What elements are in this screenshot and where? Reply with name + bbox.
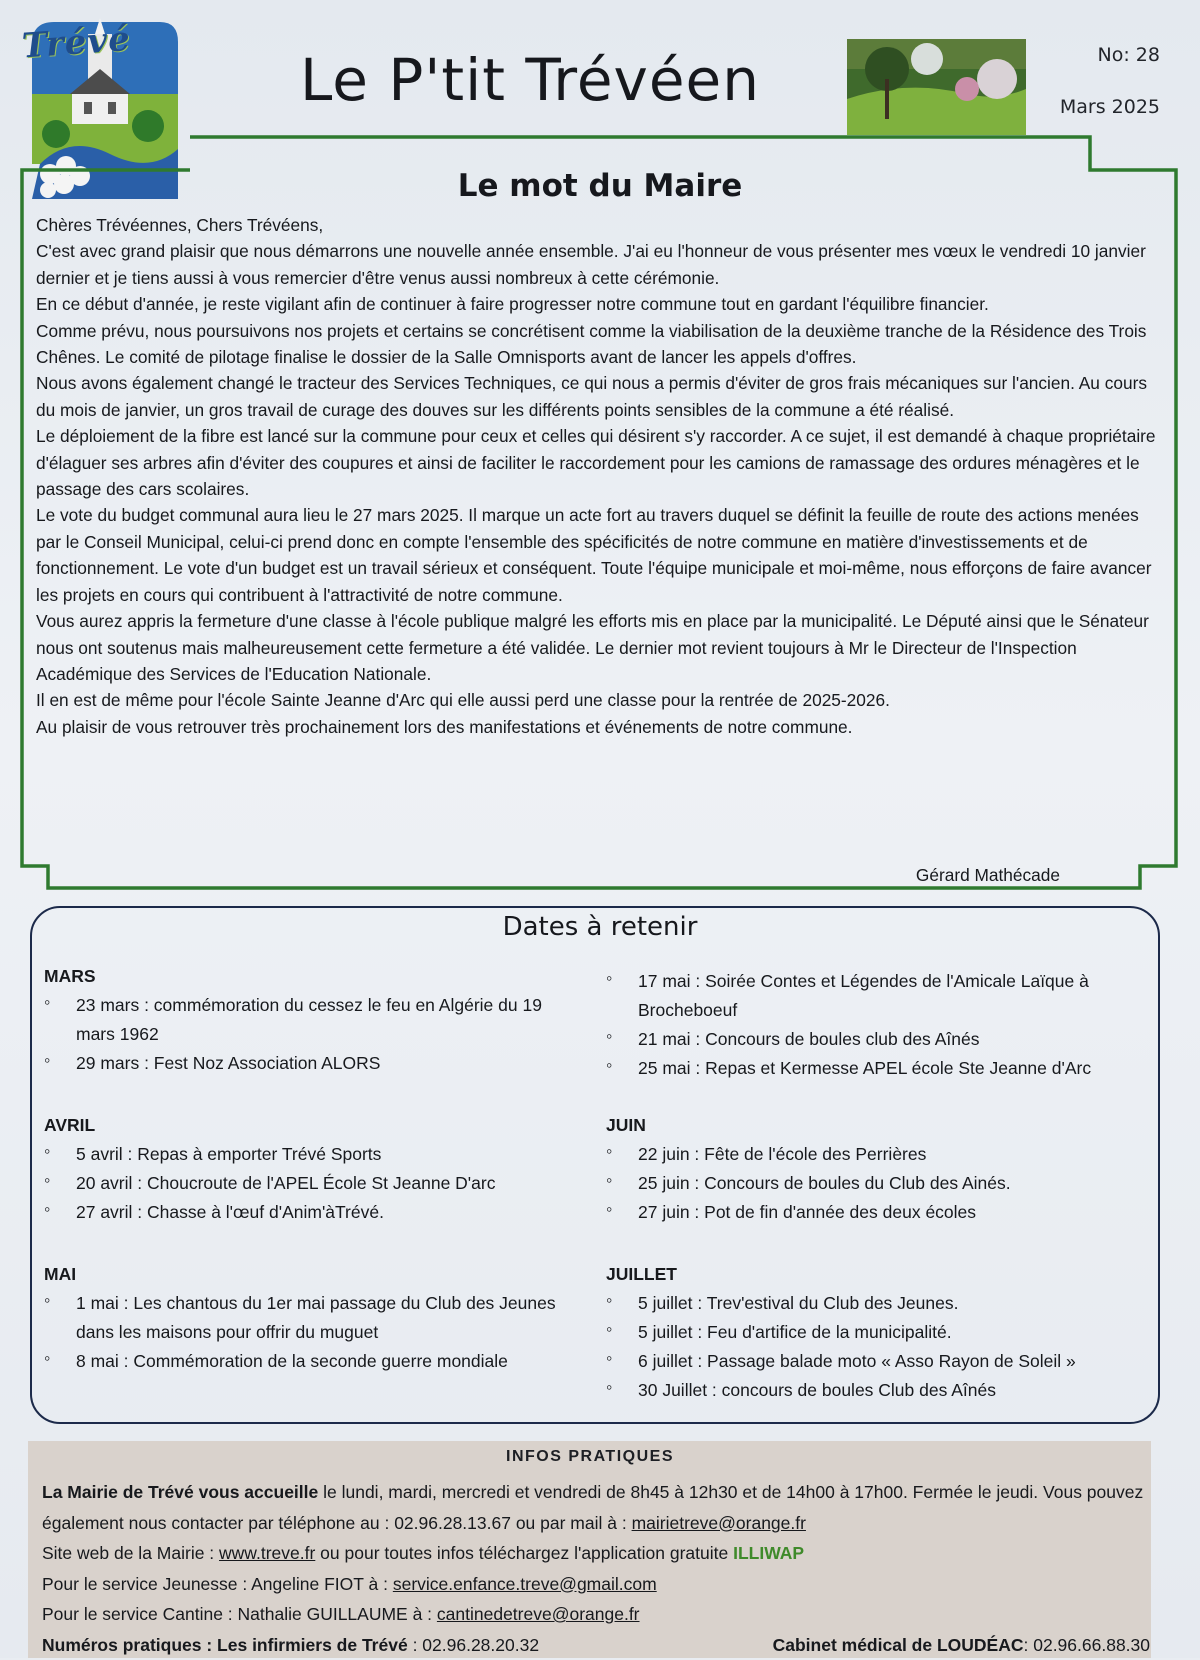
letter-paragraph: Le déploiement de la fibre est lancé sur la commune pour ceux et celles qui désirent s'y raccorder. A ce sujet, il est demandé à chaque propriétaire d'élaguer ses arbres afin d'éviter des coupures et ainsi de faciliter le raccordement pour les camions de ramassage des ordures ménagères et le passage des cars scolaires.	[36, 423, 1160, 502]
site-url-link[interactable]: www.treve.fr	[219, 1543, 315, 1563]
letter-paragraph: Il en est de même pour l'école Sainte Jeanne d'Arc qui elle aussi perd une classe pour la rentrée de 2025-2026.	[36, 687, 1160, 713]
event-item: ◦ 27 juin : Pot de fin d'année des deux écoles	[606, 1198, 1146, 1227]
month-label: MAI	[44, 1260, 584, 1289]
dates-month-avril	[44, 1111, 584, 1227]
event-item: ◦ 23 mars : commémoration du cessez le feu en Algérie du 19 mars 1962	[44, 991, 584, 1049]
event-item: ◦ 17 mai : Soirée Contes et Légendes de l'Amicale Laïque à Brocheboeuf	[606, 967, 1146, 1025]
letter-paragraph: En ce début d'année, je reste vigilant afin de continuer à faire progresser notre commune tout en gardant l'équilibre financier.	[36, 291, 1160, 317]
event-item: ◦ 21 mai : Concours de boules club des Aînés	[606, 1025, 1146, 1054]
numeros-line	[42, 1630, 1150, 1660]
mairie-email-link[interactable]: mairietreve@orange.fr	[632, 1513, 806, 1533]
event-item: ◦ 30 Juillet : concours de boules Club des Aînés	[606, 1376, 1146, 1405]
mairie-label: La Mairie de Trévé vous accueille	[42, 1482, 318, 1502]
month-label: JUIN	[606, 1111, 1146, 1140]
infirmiers-phone: : 02.96.28.20.32	[408, 1635, 539, 1655]
event-item: ◦ 1 mai : Les chantous du 1er mai passage du Club des Jeunes dans les maisons pour offrir du muguet	[44, 1289, 584, 1347]
event-item: ◦ 20 avril : Choucroute de l'APEL École St Jeanne D'arc	[44, 1169, 584, 1198]
dates-month-mai-suite	[606, 967, 1146, 1083]
issue-date: Mars 2025	[1020, 96, 1160, 118]
event-item: ◦ 25 mai : Repas et Kermesse APEL école Ste Jeanne d'Arc	[606, 1054, 1146, 1083]
mayor-signature: Gérard Mathécade	[820, 865, 1060, 886]
jeunesse-text: Pour le service Jeunesse : Angeline FIOT à :	[42, 1574, 393, 1594]
event-item: ◦ 5 juillet : Feu d'artifice de la municipalité.	[606, 1318, 1146, 1347]
event-item: ◦ 6 juillet : Passage balade moto « Asso Rayon de Soleil »	[606, 1347, 1146, 1376]
letter-paragraph: Au plaisir de vous retrouver très prochainement lors des manifestations et événements de notre commune.	[36, 714, 1160, 740]
letter-paragraph: Nous avons également changé le tracteur des Services Techniques, ce qui nous a permis d'éviter de gros frais mécaniques sur l'ancien. Au cours du mois de janvier, un gros travail de curage des douves sur les différents points sensibles de la commune a été réalisé.	[36, 370, 1160, 423]
site-prefix: Site web de la Mairie :	[42, 1543, 219, 1563]
event-item: ◦ 5 juillet : Trev'estival du Club des Jeunes.	[606, 1289, 1146, 1318]
event-item: ◦ 27 avril : Chasse à l'œuf d'Anim'àTrévé.	[44, 1198, 584, 1227]
jeunesse-email-link[interactable]: service.enfance.treve@gmail.com	[393, 1574, 657, 1594]
event-item: ◦ 8 mai : Commémoration de la seconde guerre mondiale	[44, 1347, 584, 1376]
letter-paragraph: Chères Trévéennes, Chers Trévéens,	[36, 212, 1160, 238]
cabinet-phone: : 02.96.66.88.30	[1024, 1635, 1151, 1655]
cantine-line	[42, 1599, 1152, 1630]
letter-paragraph: C'est avec grand plaisir que nous démarrons une nouvelle année ensemble. J'ai eu l'honneur de vous présenter mes vœux le vendredi 10 janvier dernier et je tiens aussi à vous remercier d'être venus aussi nombreux à cette cérémonie.	[36, 238, 1160, 291]
newsletter-title: Le P'tit Trévéen	[300, 46, 820, 114]
dates-month-mars	[44, 962, 584, 1078]
site-suffix: ou pour toutes infos téléchargez l'application gratuite	[315, 1543, 733, 1563]
cantine-text: Pour le service Cantine : Nathalie GUILLAUME à :	[42, 1604, 437, 1624]
dates-month-juin	[606, 1111, 1146, 1227]
month-label: MARS	[44, 962, 584, 991]
dates-title: Dates à retenir	[400, 912, 800, 942]
jeunesse-line	[42, 1569, 1152, 1600]
letter-paragraph: Le vote du budget communal aura lieu le 27 mars 2025. Il marque un acte fort au travers duquel se définit la feuille de route des actions menées par le Conseil Municipal, celui-ci prend donc en compte l'ensemble des spécificités de notre commune en matière d'investissements et de fonctionnement. Le vote d'un budget est un travail sérieux et conséquent. Toute l'équipe municipale et moi-même, nous efforçons de faire avancer les projets en cours qui contribuent à l'attractivité de notre commune.	[36, 502, 1160, 608]
landscape-photo	[847, 39, 1026, 135]
mairie-text: le lundi, mardi, mercredi et vendredi de 8h45 à 12h30 et de 14h00 à 17h00. Fermée le jeudi. Vous pouvez également nous contacter par téléphone au : 02.96.28.13.67 ou par mail à :	[42, 1482, 1143, 1533]
event-item: ◦ 25 juin : Concours de boules du Club des Ainés.	[606, 1169, 1146, 1198]
event-item: ◦ 22 juin : Fête de l'école des Perrières	[606, 1140, 1146, 1169]
app-name: ILLIWAP	[733, 1543, 804, 1563]
dates-month-juillet	[606, 1260, 1146, 1405]
issue-number: No: 28	[1030, 44, 1160, 66]
infos-body	[42, 1477, 1152, 1660]
mairie-hours	[42, 1477, 1152, 1538]
infos-title: INFOS PRATIQUES	[400, 1448, 780, 1466]
letter-paragraph: Comme prévu, nous poursuivons nos projets et certains se concrétisent comme la viabilisation de la deuxième tranche de la Résidence des Trois Chênes. Le comité de pilotage finalise le dossier de la Salle Omnisports avant de lancer les appels d'offres.	[36, 318, 1160, 371]
dates-month-mai	[44, 1260, 584, 1376]
mayor-letter	[36, 212, 1160, 740]
event-item: ◦ 29 mars : Fest Noz Association ALORS	[44, 1049, 584, 1078]
site-line	[42, 1538, 1152, 1569]
mayor-title: Le mot du Maire	[400, 168, 800, 204]
numeros-label: Numéros pratiques :	[42, 1635, 217, 1655]
month-label: JUILLET	[606, 1260, 1146, 1289]
event-item: ◦ 5 avril : Repas à emporter Trévé Sports	[44, 1140, 584, 1169]
logo-text: Trévé	[21, 18, 153, 67]
infirmiers-label: Les infirmiers de Trévé	[217, 1635, 408, 1655]
cabinet-label: Cabinet médical de LOUDÉAC	[773, 1635, 1024, 1655]
cantine-email-link[interactable]: cantinedetreve@orange.fr	[437, 1604, 640, 1624]
letter-paragraph: Vous aurez appris la fermeture d'une classe à l'école publique malgré les efforts mis en place par la municipalité. Le Député ainsi que le Sénateur nous ont soutenus mais malheureusement cette fermeture a été validée. Le dernier mot revient toujours à Mr le Directeur de l'Inspection Académique des Services de l'Education Nationale.	[36, 608, 1160, 687]
month-label: AVRIL	[44, 1111, 584, 1140]
